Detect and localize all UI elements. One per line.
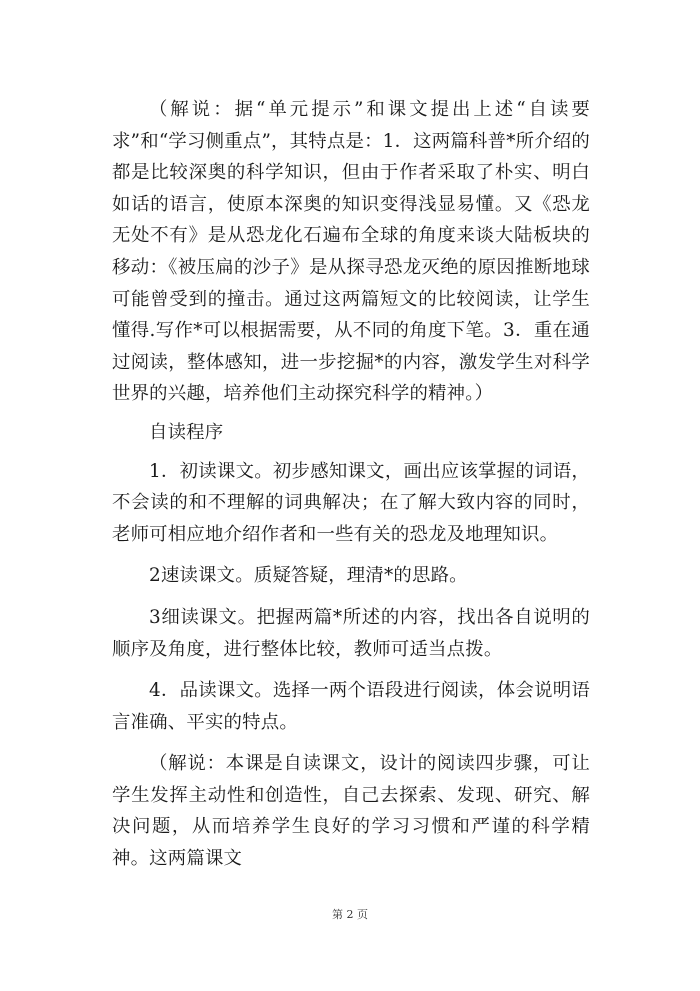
paragraph-step-1: 1．初读课文。初步感知课文，画出应该掌握的词语，不会读的和不理解的词典解决；在了解大致内容的同时，老师可相应地介绍作者和一些有关的恐龙及地理知识。 bbox=[112, 460, 590, 545]
page-number: 第 2 页 bbox=[332, 908, 368, 921]
section-heading-reading-procedure: 自读程序 bbox=[149, 421, 224, 443]
paragraph-step-4: 4．品读课文。选择一两个语段进行阅读，体会说明语言准确、平实的特点。 bbox=[112, 680, 590, 733]
paragraph-commentary-1: （解说：据“单元提示”和课文提出上述“自读要求”和“学习侧重点”，其特点是：1．这两篇科普*所介绍的都是比较深奥的科学知识，但由于作者采取了朴实、明白如话的语言，使原本深奥的知识变得浅显易懂。又《恐龙无处不有》是从恐龙化石遍布全球的角度来谈大陆板块的移动：《被压扁的沙子》是从探寻恐龙灭绝的原因推断地球可能曾受到的撞击。通过这两篇短文的比较阅读，让学生懂得.写作*可以根据需要，从不同的角度下笔。3．重在通过阅读，整体感知，进一步挖掘*的内容，激发学生对科学世界的兴趣，培养他们主动探究科学的精神。） bbox=[112, 99, 590, 405]
document-body bbox=[112, 94, 590, 875]
paragraph-step-3: 3细读课文。把握两篇*所述的内容，找出各自说明的顺序及角度，进行整体比较，教师可适当点拨。 bbox=[112, 606, 590, 660]
paragraph-step-2: 2速读课文。质疑答疑，理清*的思路。 bbox=[149, 565, 468, 587]
paragraph-commentary-2: （解说：本课是自读课文，设计的阅读四步骤，可让学生发挥主动性和创造性，自己去探索、发现、研究、解决问题，从而培养学生良好的学习习惯和严谨的科学精神。这两篇课文 bbox=[112, 753, 590, 870]
